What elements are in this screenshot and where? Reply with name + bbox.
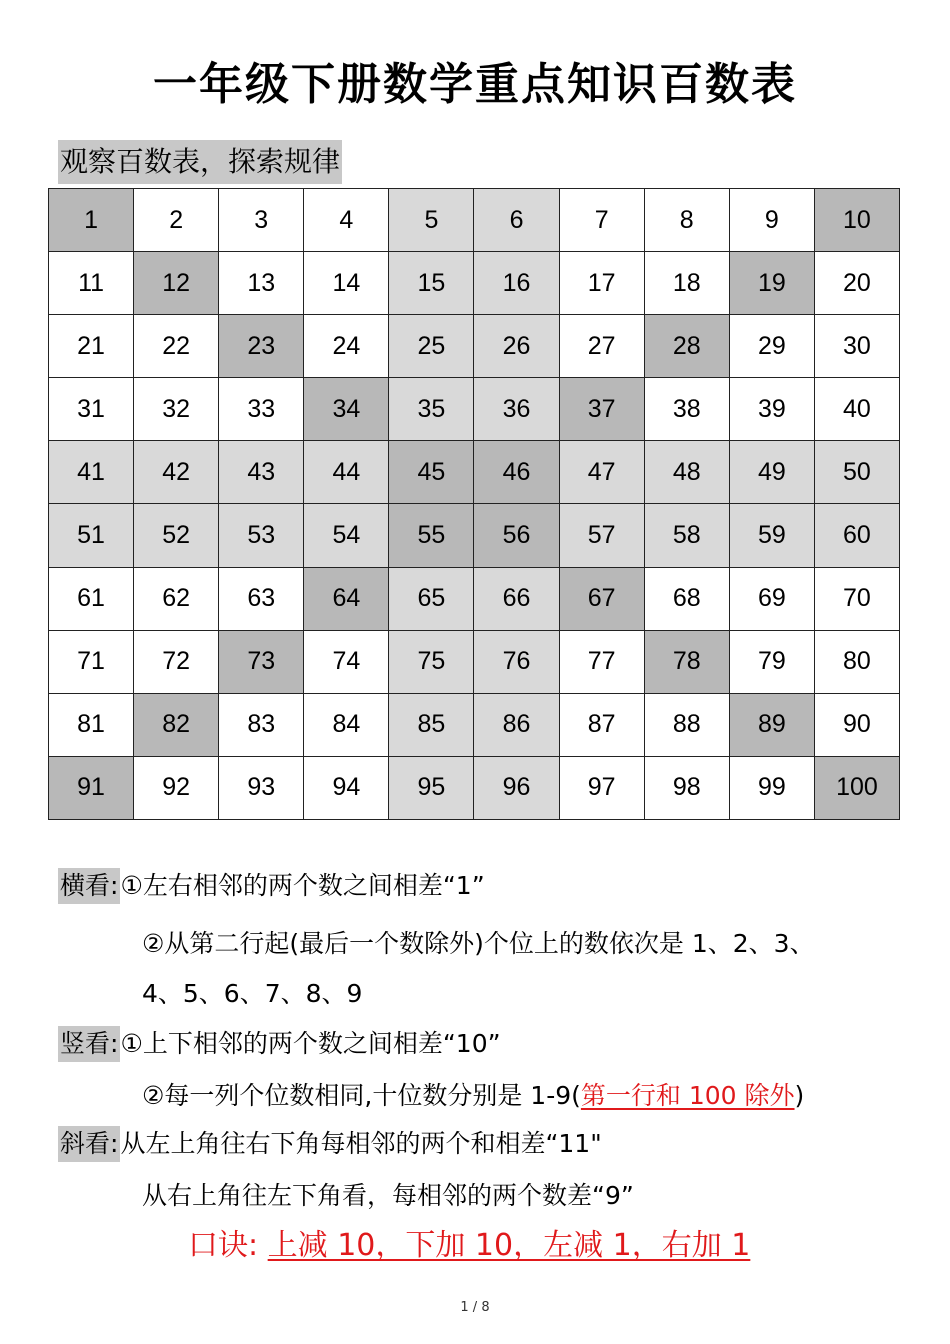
grid-cell-56: 56: [474, 504, 559, 567]
vertical-tag: 竖看:: [58, 1026, 120, 1062]
grid-cell-33: 33: [219, 378, 304, 441]
horizontal-point-2b: 4、5、6、7、8、9: [142, 979, 363, 1008]
grid-cell-51: 51: [49, 504, 134, 567]
grid-cell-69: 69: [730, 568, 815, 631]
horizontal-point-1: [58, 868, 485, 904]
grid-cell-24: 24: [304, 315, 389, 378]
grid-cell-64: 64: [304, 568, 389, 631]
grid-cell-48: 48: [645, 441, 730, 504]
grid-cell-95: 95: [389, 757, 474, 820]
grid-cell-7: 7: [560, 189, 645, 252]
grid-cell-5: 5: [389, 189, 474, 252]
grid-cell-34: 34: [304, 378, 389, 441]
grid-cell-88: 88: [645, 694, 730, 757]
grid-cell-27: 27: [560, 315, 645, 378]
grid-cell-50: 50: [815, 441, 900, 504]
grid-cell-61: 61: [49, 568, 134, 631]
grid-cell-10: 10: [815, 189, 900, 252]
grid-cell-92: 92: [134, 757, 219, 820]
grid-cell-1: 1: [49, 189, 134, 252]
grid-cell-11: 11: [49, 252, 134, 315]
vertical-point-2-prefix: ②每一列个位数相同,十位数分别是 1-9(: [142, 1081, 581, 1110]
hundred-chart-grid: [48, 188, 900, 820]
grid-cell-98: 98: [645, 757, 730, 820]
grid-cell-96: 96: [474, 757, 559, 820]
grid-cell-22: 22: [134, 315, 219, 378]
vertical-point-2-suffix: ): [794, 1081, 805, 1110]
grid-cell-46: 46: [474, 441, 559, 504]
grid-cell-44: 44: [304, 441, 389, 504]
vertical-point-2-exception: 第一行和 100 除外: [580, 1081, 795, 1110]
grid-cell-78: 78: [645, 631, 730, 694]
grid-cell-3: 3: [219, 189, 304, 252]
grid-cell-67: 67: [560, 568, 645, 631]
grid-cell-91: 91: [49, 757, 134, 820]
grid-cell-16: 16: [474, 252, 559, 315]
grid-cell-36: 36: [474, 378, 559, 441]
page-number: 1 / 8: [460, 1300, 490, 1315]
diagonal-tag: 斜看:: [58, 1126, 120, 1162]
grid-cell-17: 17: [560, 252, 645, 315]
grid-cell-13: 13: [219, 252, 304, 315]
grid-cell-54: 54: [304, 504, 389, 567]
grid-cell-57: 57: [560, 504, 645, 567]
grid-cell-53: 53: [219, 504, 304, 567]
grid-cell-20: 20: [815, 252, 900, 315]
grid-cell-60: 60: [815, 504, 900, 567]
grid-cell-58: 58: [645, 504, 730, 567]
grid-cell-42: 42: [134, 441, 219, 504]
mnemonic-label: 口诀:: [188, 1228, 259, 1263]
diagonal-point-1: [58, 1126, 602, 1162]
grid-cell-84: 84: [304, 694, 389, 757]
grid-cell-85: 85: [389, 694, 474, 757]
mnemonic: [188, 1226, 750, 1266]
grid-cell-21: 21: [49, 315, 134, 378]
page-title: 一年级下册数学重点知识百数表: [153, 59, 797, 110]
grid-cell-77: 77: [560, 631, 645, 694]
grid-cell-26: 26: [474, 315, 559, 378]
grid-cell-38: 38: [645, 378, 730, 441]
grid-cell-81: 81: [49, 694, 134, 757]
grid-cell-97: 97: [560, 757, 645, 820]
grid-cell-49: 49: [730, 441, 815, 504]
grid-cell-66: 66: [474, 568, 559, 631]
grid-cell-90: 90: [815, 694, 900, 757]
diagonal-point-2: 从右上角往左下角看，每相邻的两个数差“9”: [142, 1181, 634, 1210]
grid-cell-15: 15: [389, 252, 474, 315]
grid-cell-29: 29: [730, 315, 815, 378]
grid-cell-79: 79: [730, 631, 815, 694]
vertical-point-1: [58, 1026, 501, 1062]
grid-cell-6: 6: [474, 189, 559, 252]
horizontal-tag: 横看:: [58, 868, 120, 904]
grid-cell-59: 59: [730, 504, 815, 567]
grid-cell-80: 80: [815, 631, 900, 694]
grid-cell-28: 28: [645, 315, 730, 378]
grid-cell-83: 83: [219, 694, 304, 757]
grid-cell-30: 30: [815, 315, 900, 378]
grid-cell-87: 87: [560, 694, 645, 757]
grid-cell-65: 65: [389, 568, 474, 631]
mnemonic-text: 上减 10，下加 10，左减 1，右加 1: [267, 1228, 751, 1263]
grid-cell-37: 37: [560, 378, 645, 441]
grid-cell-23: 23: [219, 315, 304, 378]
grid-cell-35: 35: [389, 378, 474, 441]
grid-cell-47: 47: [560, 441, 645, 504]
grid-cell-93: 93: [219, 757, 304, 820]
grid-cell-89: 89: [730, 694, 815, 757]
grid-cell-18: 18: [645, 252, 730, 315]
grid-cell-41: 41: [49, 441, 134, 504]
grid-cell-4: 4: [304, 189, 389, 252]
grid-cell-43: 43: [219, 441, 304, 504]
grid-cell-73: 73: [219, 631, 304, 694]
grid-cell-70: 70: [815, 568, 900, 631]
grid-cell-52: 52: [134, 504, 219, 567]
grid-cell-71: 71: [49, 631, 134, 694]
grid-cell-2: 2: [134, 189, 219, 252]
grid-cell-62: 62: [134, 568, 219, 631]
grid-cell-100: 100: [815, 757, 900, 820]
grid-cell-32: 32: [134, 378, 219, 441]
grid-cell-9: 9: [730, 189, 815, 252]
grid-cell-94: 94: [304, 757, 389, 820]
grid-cell-82: 82: [134, 694, 219, 757]
grid-cell-14: 14: [304, 252, 389, 315]
grid-cell-68: 68: [645, 568, 730, 631]
diagonal-point-1-text: 从左上角往右下角每相邻的两个和相差“11": [120, 1129, 602, 1158]
grid-cell-8: 8: [645, 189, 730, 252]
grid-cell-39: 39: [730, 378, 815, 441]
grid-cell-99: 99: [730, 757, 815, 820]
grid-cell-45: 45: [389, 441, 474, 504]
grid-cell-40: 40: [815, 378, 900, 441]
grid-cell-12: 12: [134, 252, 219, 315]
grid-cell-75: 75: [389, 631, 474, 694]
horizontal-point-1-text: ①左右相邻的两个数之间相差“1”: [120, 871, 485, 900]
grid-cell-72: 72: [134, 631, 219, 694]
vertical-point-2: [142, 1078, 804, 1114]
grid-cell-76: 76: [474, 631, 559, 694]
grid-cell-86: 86: [474, 694, 559, 757]
grid-cell-55: 55: [389, 504, 474, 567]
grid-cell-74: 74: [304, 631, 389, 694]
horizontal-point-2a: ②从第二行起(最后一个数除外)个位上的数依次是 1、2、3、: [142, 929, 815, 958]
grid-cell-19: 19: [730, 252, 815, 315]
vertical-point-1-text: ①上下相邻的两个数之间相差“10”: [120, 1029, 501, 1058]
grid-cell-63: 63: [219, 568, 304, 631]
grid-cell-31: 31: [49, 378, 134, 441]
section-subtitle: 观察百数表，探索规律: [58, 140, 342, 184]
grid-cell-25: 25: [389, 315, 474, 378]
